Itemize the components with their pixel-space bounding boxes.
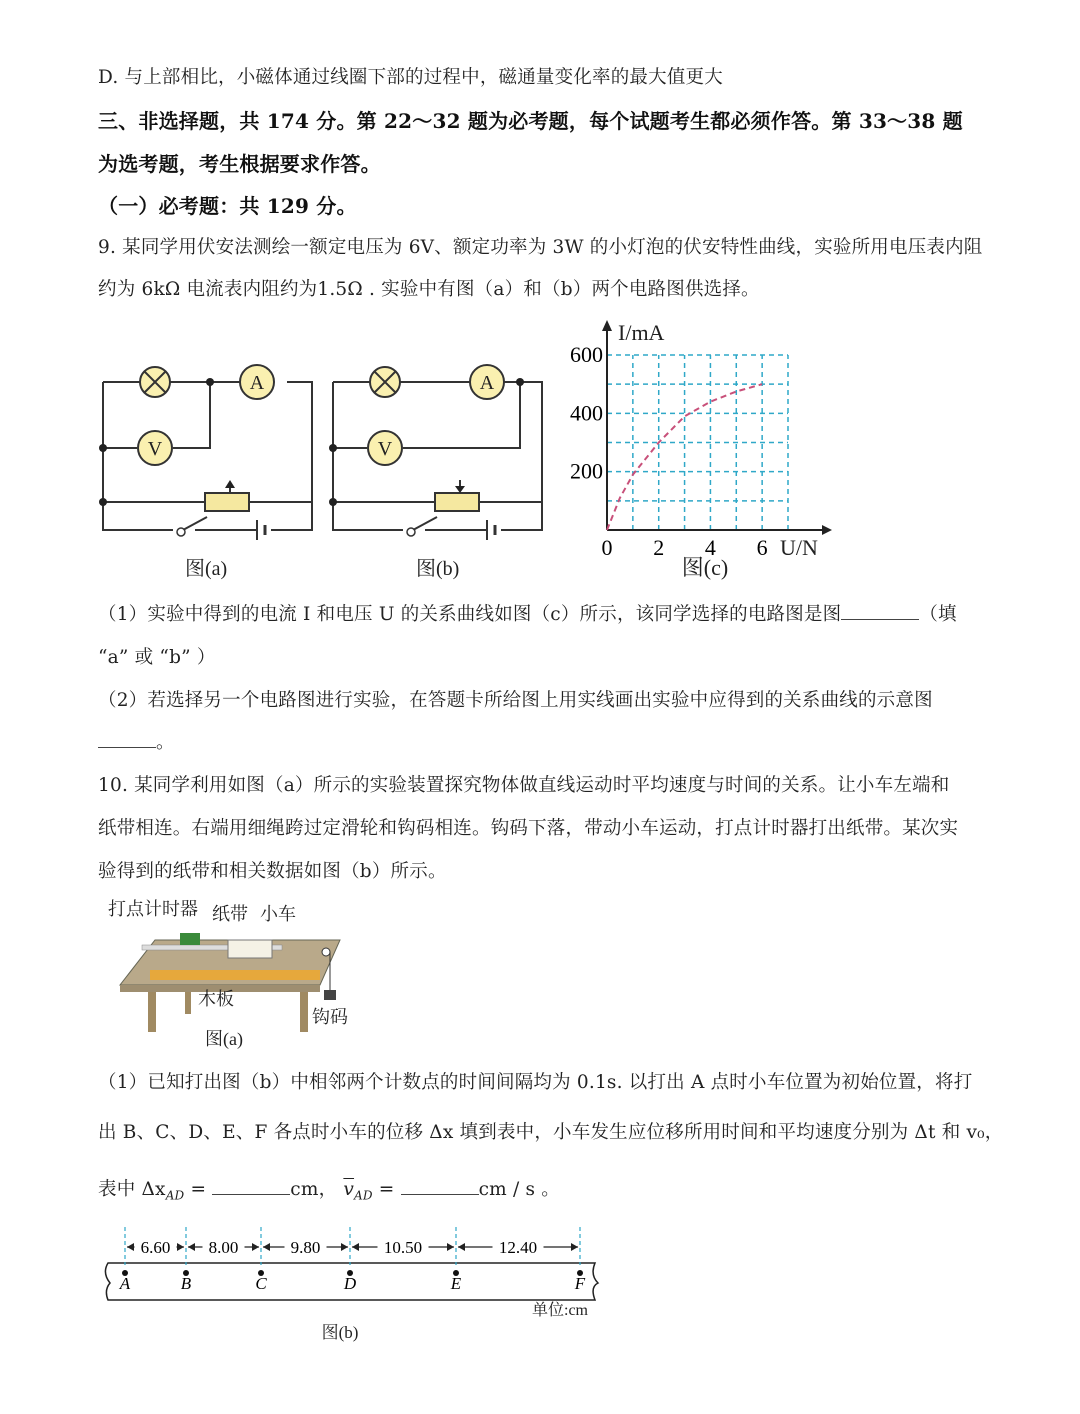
switch-icon [407, 517, 437, 536]
point-label: B [180, 1274, 192, 1293]
rheostat-icon [205, 493, 249, 511]
x-axis-label: U/N [780, 535, 818, 560]
rheostat-icon [435, 493, 479, 511]
svg-text:A: A [249, 372, 265, 394]
x-axis-arrow [822, 525, 832, 535]
circuit-a-caption: 图(a) [185, 558, 228, 580]
point-label: A [119, 1274, 131, 1293]
segment-length-label: 8.00 [208, 1238, 239, 1257]
x-tick-label: 0 [601, 535, 613, 560]
label-weight: 钩码 [312, 1007, 348, 1027]
paper-tape-figure [100, 1225, 605, 1350]
tape-caption: 图(b) [321, 1323, 359, 1342]
voltmeter-icon [368, 431, 402, 465]
ammeter-icon [470, 365, 504, 399]
q9-part2-line1: （2）若选择另一个电路图进行实验，在答题卡所给图上用实线画出实验中应得到的关系曲线的示意图 [98, 690, 933, 711]
point-label: E [450, 1274, 462, 1293]
battery-icon [257, 520, 265, 540]
svg-text:V: V [377, 438, 393, 460]
delta-x-subscript: AD [165, 1188, 185, 1203]
x-tick-label: 4 [704, 535, 716, 560]
iu-chart [560, 315, 840, 590]
junction-dot [206, 378, 214, 386]
q10-part1-line1: （1）已知打出图（b）中相邻两个计数点的时间间隔均为 0.1s. 以打出 A 点时小车位置为初始位置，将打 [98, 1072, 973, 1093]
label-board: 木板 [198, 989, 234, 1009]
label-cart: 小车 [260, 904, 296, 924]
equals: = [372, 1179, 395, 1200]
q9-part1-line1 [98, 600, 957, 626]
y-axis-arrow [602, 320, 612, 331]
y-axis-label: I/mA [618, 320, 665, 345]
label-tape: 纸带 [212, 904, 248, 924]
x-tick-label: 2 [653, 535, 665, 560]
segment-length-label: 10.50 [383, 1238, 423, 1257]
junction-dot [329, 498, 337, 506]
lamp-icon [140, 367, 170, 397]
voltmeter-icon [138, 431, 172, 465]
apparatus-figure [100, 895, 365, 1055]
answer-blank[interactable] [98, 729, 156, 748]
section-3-heading-line1: 三、非选择题，共 174 分。第 22～32 题为必考题，每个试题考生都必须作答。第 33～38 题 [98, 109, 963, 133]
junction-dot [516, 378, 524, 386]
segment-length-label: 12.40 [498, 1238, 538, 1257]
ammeter-icon [240, 365, 274, 399]
option-d: D. 与上部相比，小磁体通过线圈下部的过程中，磁通量变化率的最大值更大 [98, 67, 723, 88]
section-3-heading-line2: 为选考题，考生根据要求作答。 [98, 152, 381, 176]
q10-part1-line3 [98, 1175, 560, 1203]
point-label: D [343, 1274, 357, 1293]
point-label: C [255, 1274, 267, 1293]
unit-cm-per-s: cm / s 。 [478, 1179, 560, 1200]
junction-dot [99, 498, 107, 506]
junction-dot [329, 444, 337, 452]
battery-icon [487, 520, 495, 540]
timer-icon [180, 933, 200, 945]
pulley-icon [322, 948, 330, 956]
circuit-diagram-a [95, 360, 325, 550]
hook-weight-icon [324, 990, 336, 1000]
y-tick-label: 400 [570, 400, 603, 426]
circuit-b-caption: 图(b) [416, 558, 460, 580]
lamp-icon [370, 367, 400, 397]
equals: = [184, 1179, 207, 1200]
svg-text:A: A [479, 372, 495, 394]
y-tick-label: 200 [570, 458, 603, 484]
switch-icon [177, 517, 207, 536]
segment-length-label: 9.80 [290, 1238, 321, 1257]
y-tick-label: 600 [570, 342, 603, 367]
delta-x-label: 表中 Δx [98, 1179, 166, 1200]
v-subscript: AD [354, 1188, 373, 1203]
velocity-answer-blank[interactable] [401, 1176, 479, 1195]
chart-grid [607, 355, 788, 530]
label-timer: 打点计时器 [108, 899, 198, 919]
q10-part1-line2: 出 B、C、D、E、F 各点时小车的位移 Δx 填到表中，小车发生应位移所用时间和平均速度分别为 Δt 和 v₀， [98, 1122, 1004, 1143]
segment-length-label: 6.60 [140, 1238, 171, 1257]
point-label: F [574, 1274, 586, 1293]
q9-part1-hint: （填 [919, 604, 957, 625]
q9-text-line1: 9. 某同学用伏安法测绘一额定电压为 6V、额定功率为 3W 的小灯泡的伏安特性曲线，实验所用电压表内阻 [98, 237, 983, 258]
q10-text-line2: 纸带相连。右端用细绳跨过定滑轮和钩码相连。钩码下落，带动小车运动，打点计时器打出纸带。某次实 [98, 818, 959, 839]
v-bar-label: $\overline{v}$ [343, 1179, 355, 1200]
svg-text:V: V [147, 438, 163, 460]
required-questions-heading: （一）必考题：共 129 分。 [98, 194, 357, 218]
q9-part1-text: （1）实验中得到的电流 I 和电压 U 的关系曲线如图（c）所示，该同学选择的电路图是图 [98, 604, 842, 625]
chart-caption: 图(c) [681, 555, 729, 580]
q9-part2-line2 [98, 728, 175, 754]
junction-dot [99, 444, 107, 452]
delta-x-answer-blank[interactable] [212, 1176, 290, 1195]
unit-label: 单位:cm [532, 1302, 588, 1319]
wooden-board [150, 970, 320, 980]
cart-icon [228, 940, 272, 958]
x-tick-label: 6 [756, 535, 768, 560]
q10-text-line1: 10. 某同学利用如图（a）所示的实验装置探究物体做直线运动时平均速度与时间的关系。让小车左端和 [98, 775, 950, 796]
q10-text-line3: 验得到的纸带和相关数据如图（b）所示。 [98, 861, 447, 882]
q9-part1-line2: “a” 或 “b” ） [98, 647, 216, 668]
period: 。 [156, 732, 175, 753]
unit-cm: cm， [290, 1179, 338, 1200]
circuit-diagram-b [325, 360, 555, 550]
q9-text-line2: 约为 6kΩ 电流表内阻约为1.5Ω . 实验中有图（a）和（b）两个电路图供选择。 [98, 279, 760, 300]
answer-blank[interactable] [841, 601, 919, 620]
apparatus-caption: 图(a) [205, 1029, 243, 1049]
